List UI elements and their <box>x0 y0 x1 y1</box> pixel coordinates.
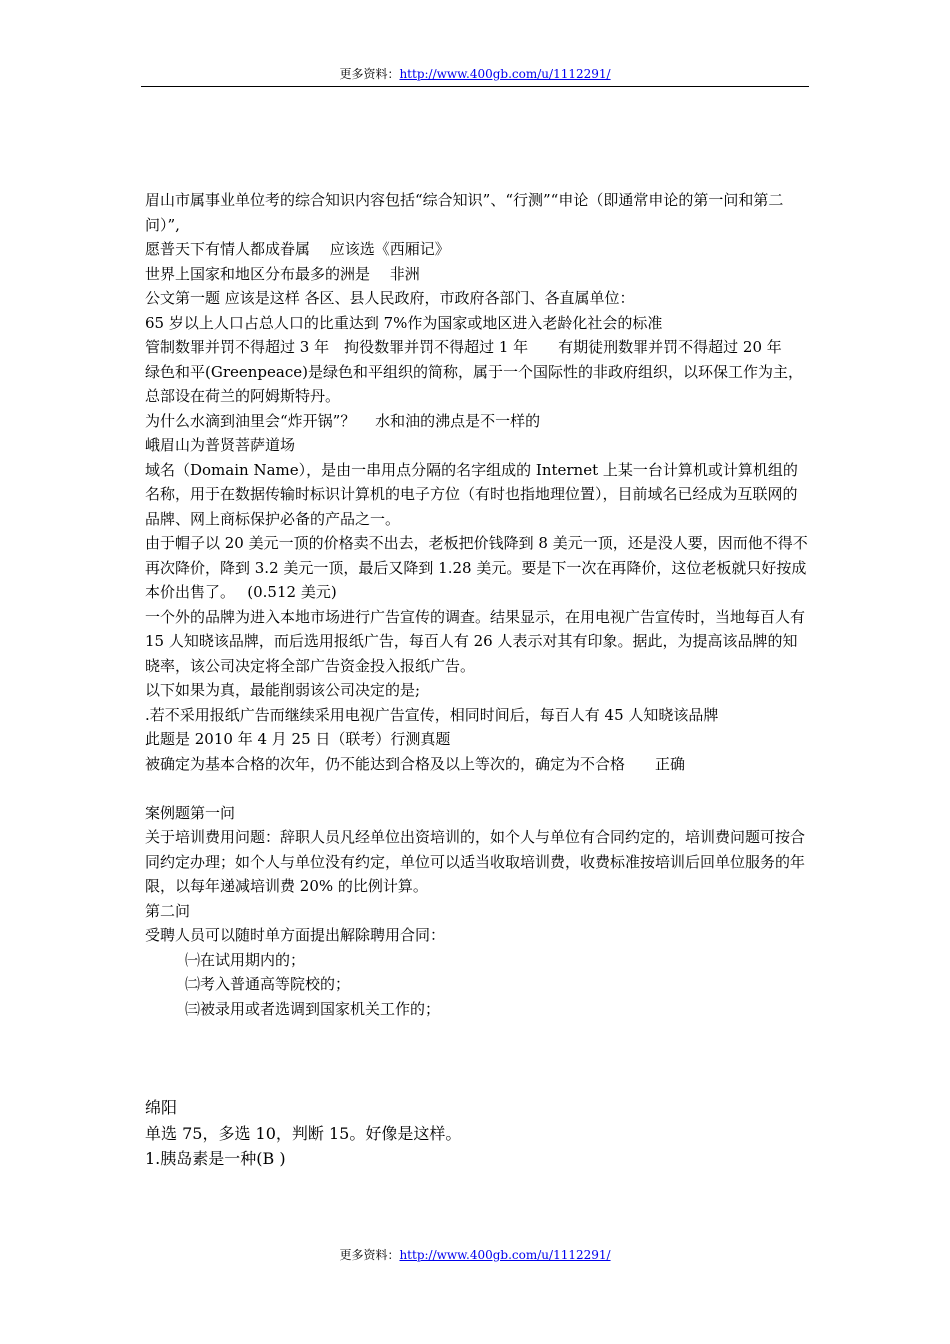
city-heading: 绵阳 <box>145 1098 178 1117</box>
paragraph: 世界上国家和地区分布最多的洲是 非洲 <box>145 264 420 283</box>
paragraph: 绿色和平(Greenpeace)是绿色和平组织的简称，属于一个国际性的非政府组织，以环保工作为主，总部设在荷兰的阿姆斯特丹。 <box>145 362 803 405</box>
paragraph: 被确定为基本合格的次年，仍不能达到合格及以上等次的，确定为不合格 正确 <box>145 754 686 773</box>
footer-prefix: 更多资料： <box>339 1248 400 1262</box>
header-divider <box>141 86 809 87</box>
blank-space <box>145 1021 809 1095</box>
header-link[interactable]: http://www.400gb.com/u/1112291/ <box>399 67 611 81</box>
list-item: ㈢被录用或者选调到国家机关工作的； <box>185 999 441 1018</box>
page-header <box>0 66 950 82</box>
list-item: ㈠在试用期内的； <box>185 950 306 969</box>
paragraph: 65 岁以上人口占总人口的比重达到 7%作为国家或地区进入老龄化社会的标准 <box>145 313 663 332</box>
paragraph: 峨眉山为普贤菩萨道场 <box>145 436 296 454</box>
footer-link[interactable]: http://www.400gb.com/u/1112291/ <box>399 1248 611 1262</box>
case-second-intro: 受聘人员可以随时单方面提出解除聘用合同： <box>145 926 446 944</box>
page-footer <box>0 1247 950 1263</box>
case-title: 案例题第一问 <box>145 803 236 822</box>
paragraph: 域名（Domain Name），是由一串用点分隔的名字组成的 Internet 上某一台计算机或计算机组的名称，用于在数据传输时标识计算机的电子方位（有时也指地理位置），目前域名已经成为互联网的品牌、网上商标保护必备的产品之一。 <box>145 460 798 528</box>
paragraph: 眉山市属事业单位考的综合知识内容包括“综合知识”、“行测”“申论（即通常申论的第一问和第二问）”, <box>145 191 784 234</box>
case-body: 关于培训费用问题：辞职人员凡经单位出资培训的，如个人与单位有合同约定的，培训费问题可按合同约定办理；如个人与单位没有约定，单位可以适当收取培训费，收费标准按培训后回单位服务的年限，以每年递减培训费 20% 的比例计算。 <box>145 828 806 895</box>
header-prefix: 更多资料： <box>339 67 400 81</box>
paragraph: 公文第一题 应该是这样 各区、县人民政府，市政府各部门、各直属单位： <box>145 289 635 307</box>
paragraph: 为什么水滴到油里会“炸开锅”？ 水和油的沸点是不一样的 <box>145 411 541 430</box>
paragraph: 由于帽子以 20 美元一顶的价格卖不出去，老板把价钱降到 8 美元一顶，还是没人要，因而他不得不再次降价，降到 3.2 美元一顶，最后又降到 1.28 美元。要是下一次在再降价，这位老板就只好按成本价出售了。 (0.512 美元) <box>145 534 808 601</box>
paragraph: 此题是 2010 年 4 月 25 日（联考）行测真题 <box>145 730 451 748</box>
paragraph: 一个外的品牌为进入本地市场进行广告宣传的调查。结果显示，在用电视广告宣传时，当地每百人有 15 人知晓该品牌，而后选用报纸广告，每百人有 26 人表示对其有印象。据此，为提高该品牌的知晓率，该公司决定将全部广告资金投入报纸广告。 <box>145 607 806 675</box>
paragraph: .若不采用报纸广告而继续采用电视广告宣传，相同时间后，每百人有 45 人知晓该品牌 <box>145 705 719 724</box>
paragraph: 管制数罪并罚不得超过 3 年 拘役数罪并罚不得超过 1 年 有期徒刑数罪并罚不得超过 20 年 <box>145 338 782 356</box>
case-second-title: 第二问 <box>145 901 191 920</box>
question-line: 1.胰岛素是一种(B ) <box>145 1149 286 1168</box>
list-item: ㈡考入普通高等院校的； <box>185 975 351 993</box>
blank-line <box>145 776 809 801</box>
paragraph: 以下如果为真，最能削弱该公司决定的是; <box>145 681 421 699</box>
document-body <box>145 188 809 1172</box>
paragraph: 愿普天下有情人都成眷属 应该选《西厢记》 <box>145 240 450 258</box>
exam-summary: 单选 75，多选 10，判断 15。好像是这样。 <box>145 1123 462 1143</box>
